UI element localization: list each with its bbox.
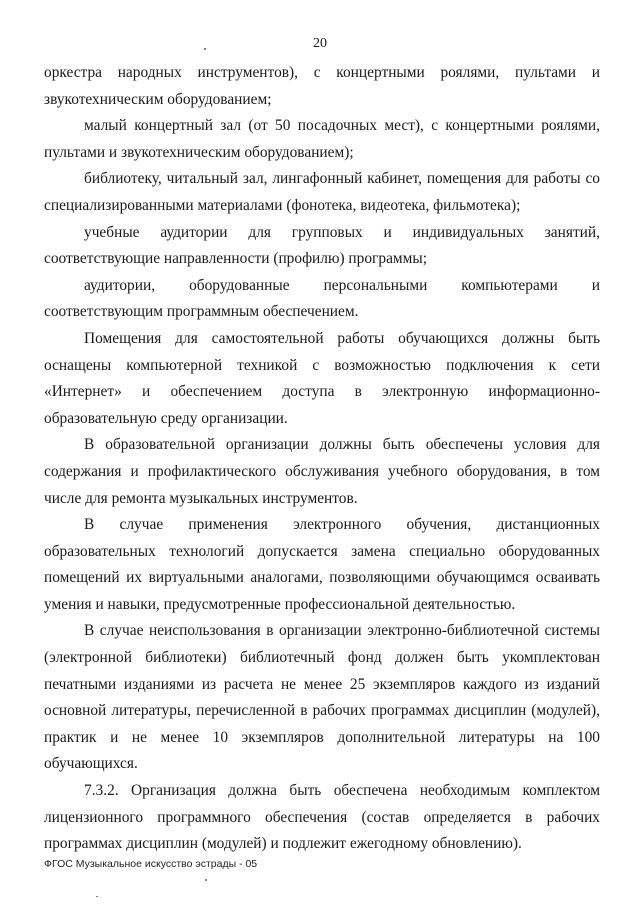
paragraph-continuation: оркестра народных инструментов), с концертными роялями, пультами и звукотехническим оборудованием; <box>44 64 600 108</box>
page-number: 20 <box>313 36 327 51</box>
paragraph-library: библиотеку, читальный зал, лингафонный кабинет, помещения для работы со специализированными материалами (фонотека, видеотека, фильмотека); <box>44 170 600 214</box>
paragraph-small-concert-hall: малый концертный зал (от 50 посадочных мест), с концертными роялями, пультами и звукотехническим оборудованием); <box>44 117 600 161</box>
paragraph-e-learning: В случае применения электронного обучения, дистанционных образовательных технологий допускается замена специально оборудованных помещений их виртуальными аналогами, позволяющими обучающимся осваивать умения и навыки, предусмотренные профессиональной деятельностью. <box>44 516 600 613</box>
scan-speck-icon <box>96 896 98 897</box>
scan-speck-icon <box>204 48 206 50</box>
paragraph-section-7-3-2: 7.3.2. Организация должна быть обеспечена необходимым комплектом лицензионного программного обеспечения (состав определяется в рабочих программах дисциплин (модулей) и подлежит ежегодному обновлению). <box>44 782 600 853</box>
paragraph-library-fund: В случае неиспользования в организации электронно-библиотечной системы (электронной библиотеки) библиотечный фонд должен быть укомплектован печатными изданиями из расчета не менее 25 экземпляров каждого из изданий основной литературы, перечисленной в рабочих программах дисциплин (модулей), практик и не менее 10 экземпляров дополнительной литературы на 100 обучающихся. <box>44 622 600 773</box>
scan-speck-icon <box>205 879 207 881</box>
document-body <box>44 60 600 858</box>
paragraph-classrooms: учебные аудитории для групповых и индивидуальных занятий, соответствующие направленности (профилю) программы; <box>44 223 600 268</box>
paragraph-computer-rooms: аудитории, оборудованные персональными компьютерами и соответствующим программным обеспечением. <box>44 276 600 321</box>
document-footer: ФГОС Музыкальное искусство эстрады - 05 <box>44 858 258 870</box>
paragraph-self-study-rooms: Помещения для самостоятельной работы обучающихся должны быть оснащены компьютерной техникой с возможностью подключения к сети «Интернет» и обеспечением доступа в электронную информационно-образовательную среду организации. <box>44 329 600 427</box>
paragraph-equipment-maintenance: В образовательной организации должны быть обеспечены условия для содержания и профилактического обслуживания учебного оборудования, в том числе для ремонта музыкальных инструментов. <box>44 436 600 507</box>
